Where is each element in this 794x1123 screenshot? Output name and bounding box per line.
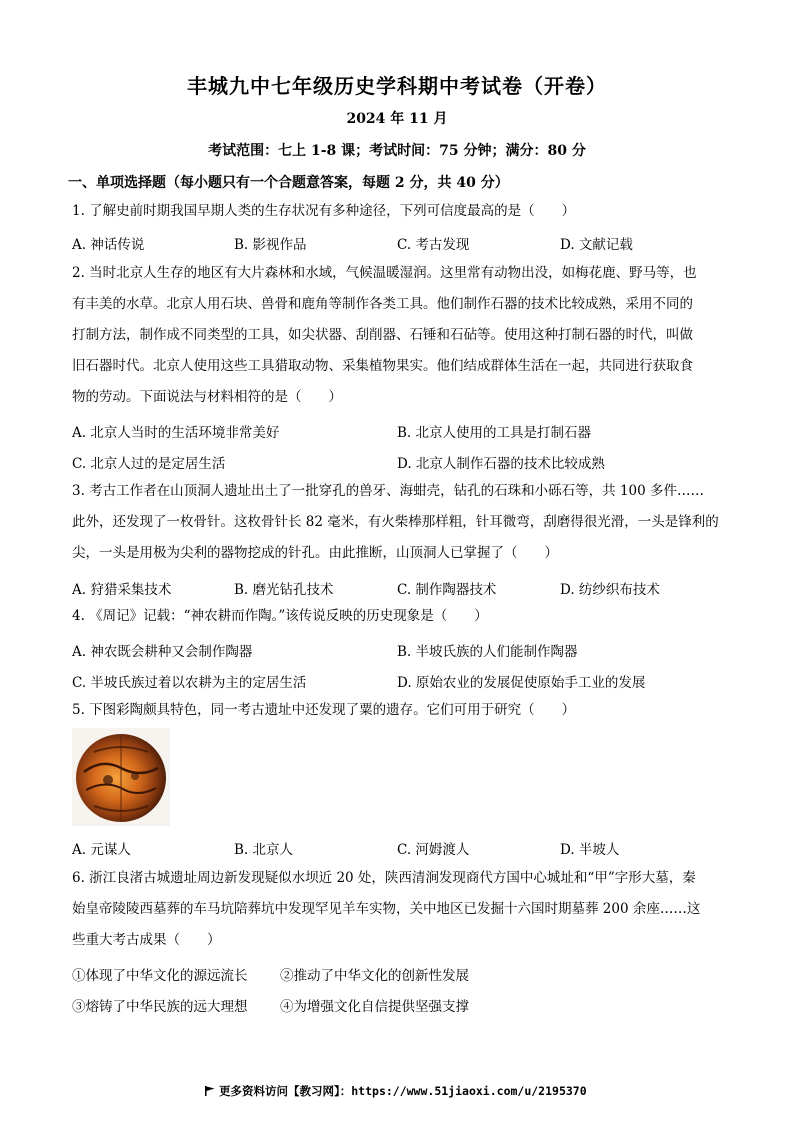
question-3 — [72, 476, 728, 569]
question-6 — [72, 863, 728, 956]
question-line: 物的劳动。下面说法与材料相符的是（ ） — [72, 389, 342, 405]
question-line: 些重大考古成果（ ） — [72, 932, 221, 948]
option-d: D. 原始农业的发展促使原始手工业的发展 — [397, 675, 646, 691]
question-6-options-row1 — [72, 964, 732, 988]
option-c: C. 半坡氏族过着以农耕为主的定居生活 — [72, 675, 307, 691]
option-c: C. 考古发现 — [397, 237, 470, 253]
question-line: 有丰美的水草。北京人用石块、兽骨和鹿角等制作各类工具。他们制作石器的技术比较成熟，采用不同的 — [72, 296, 693, 312]
option-d: D. 文献记载 — [560, 237, 633, 253]
question-1-options — [72, 233, 732, 257]
option-d: D. 纺纱织布技术 — [560, 582, 660, 598]
question-5-options — [72, 838, 732, 862]
option-a: A. 北京人当时的生活环境非常美好 — [72, 425, 280, 441]
question-line: 1. 了解史前时期我国早期人类的生存状况有多种途径，下列可信度最高的是（ ） — [72, 203, 576, 219]
question-3-options — [72, 578, 732, 602]
statement-1: ①体现了中华文化的源远流长 — [72, 968, 248, 984]
option-b: B. 北京人使用的工具是打制石器 — [397, 425, 592, 441]
question-line: 旧石器时代。北京人使用这些工具猎取动物、采集植物果实。他们结成群体生活在一起，共同进行获取食 — [72, 358, 693, 374]
option-b: B. 磨光钻孔技术 — [234, 582, 334, 598]
question-line: 3. 考古工作者在山顶洞人遗址出土了一批穿孔的兽牙、海蚶壳，钻孔的石珠和小砾石等，共 100 多件…… — [72, 483, 705, 499]
question-2-options-row1 — [72, 421, 732, 445]
exam-title: 丰城九中七年级历史学科期中考试卷（开卷） — [187, 74, 607, 98]
option-b: B. 半坡氏族的人们能制作陶器 — [397, 644, 578, 660]
option-c: C. 制作陶器技术 — [397, 582, 497, 598]
option-c: C. 河姆渡人 — [397, 842, 470, 858]
option-d: D. 北京人制作石器的技术比较成熟 — [397, 456, 605, 472]
question-5 — [72, 695, 728, 726]
question-line: 始皇帝陵陵西墓葬的车马坑陪葬坑中发现罕见羊车实物，关中地区已发掘十六国时期墓葬 200 余座……这 — [72, 901, 701, 917]
question-line: 打制方法，制作成不同类型的工具，如尖状器、刮削器、石锤和石砧等。使用这种打制石器的时代，叫做 — [72, 327, 693, 343]
question-4 — [72, 601, 728, 632]
question-line: 4. 《周记》记载：“神农耕而作陶。”该传说反映的历史现象是（ ） — [72, 608, 488, 624]
exam-date: 2024 年 11 月 — [346, 111, 448, 127]
question-4-options-row1 — [72, 640, 732, 664]
statement-3: ③熔铸了中华民族的远大理想 — [72, 999, 248, 1015]
question-line: 此外，还发现了一枚骨针。这枚骨针长 82 毫米，有火柴棒那样粗，针耳微弯，刮磨得很光滑，一头是锋利的 — [72, 514, 719, 530]
question-line: 5. 下图彩陶颇具特色，同一考古遗址中还发现了粟的遗存。它们可用于研究（ ） — [72, 702, 576, 718]
option-d: D. 半坡人 — [560, 842, 620, 858]
option-b: B. 北京人 — [234, 842, 294, 858]
question-line: 尖，一头是用极为尖利的器物挖成的针孔。由此推断，山顶洞人已掌握了（ ） — [72, 545, 558, 561]
question-2-options-row2 — [72, 452, 732, 476]
flag-icon — [205, 1086, 215, 1096]
statement-4: ④为增强文化自信提供坚强支撑 — [280, 999, 469, 1015]
footer — [205, 1083, 587, 1099]
section-heading: 一、单项选择题（每小题只有一个合题意答案，每题 2 分，共 40 分） — [68, 175, 509, 191]
question-6-options-row2 — [72, 995, 732, 1019]
option-c: C. 北京人过的是定居生活 — [72, 456, 226, 472]
option-a: A. 神农既会耕种又会制作陶器 — [72, 644, 253, 660]
question-2 — [72, 258, 728, 413]
question-4-options-row2 — [72, 671, 732, 695]
option-a: A. 狩猎采集技术 — [72, 582, 172, 598]
question-line: 6. 浙江良渚古城遗址周边新发现疑似水坝近 20 处，陕西清涧发现商代方国中心城址和“甲”字形大墓，秦 — [72, 870, 696, 886]
option-a: A. 神话传说 — [72, 237, 145, 253]
exam-scope: 考试范围：七上 1-8 课；考试时间：75 分钟；满分：80 分 — [208, 143, 586, 159]
option-a: A. 元谋人 — [72, 842, 131, 858]
footer-link[interactable]: 更多资料访问【教习网】：https://www.51jiaoxi.com/u/2195370 — [219, 1084, 587, 1098]
painted-pottery-image — [72, 728, 170, 826]
statement-2: ②推动了中华文化的创新性发展 — [280, 968, 469, 984]
option-b: B. 影视作品 — [234, 237, 307, 253]
question-line: 2. 当时北京人生存的地区有大片森林和水域，气候温暖湿润。这里常有动物出没，如梅花鹿、野马等，也 — [72, 265, 697, 281]
question-1 — [72, 196, 728, 227]
